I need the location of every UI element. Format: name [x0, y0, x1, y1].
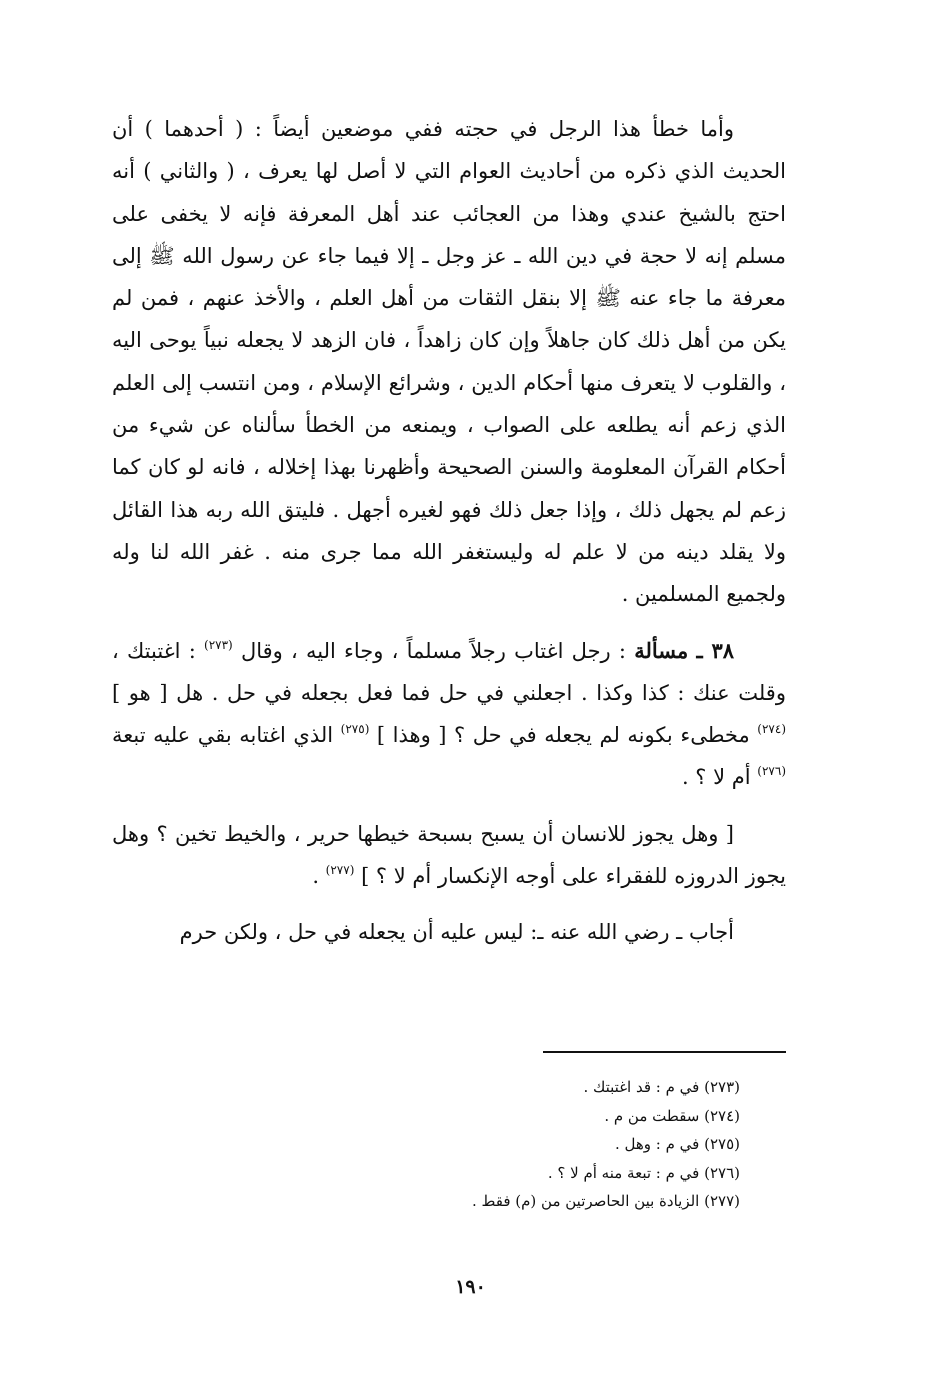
question-number: ٣٨ ـ [696, 637, 735, 663]
paragraph-4-answer [112, 911, 786, 953]
footnote-273: (٢٧٣) في م : قد اغتبتك . [583, 1078, 740, 1096]
paragraph-2-part-3: مخطىء بكونه لم يجعله في حل ؟ [ وهذا ] [369, 723, 758, 748]
main-text [112, 108, 786, 954]
question-term: مسألة [634, 637, 689, 663]
footnote-275: (٢٧٥) في م : وهل . [614, 1135, 740, 1154]
footnote-separator [543, 1051, 786, 1053]
paragraph-1 [112, 108, 786, 616]
paragraph-2-part-2: : اغتبتك ، وقلت عنك : كذا وكذا . اجعلني في حل فما فعل بجعله في حل . هل [ هو ] [112, 638, 786, 705]
paragraph-2-question [112, 630, 786, 799]
paragraph-3-part-2: . [312, 864, 326, 889]
paragraph-1-text: وأما خطأ هذا الرجل في حجته ففي موضعين أيضاً : ( أحدهما ) أن الحديث الذي ذكره من أحاديث العوام التي لا أصل لها يعرف ، ( والثاني ) أنه احتج بالشيخ عندي وهذا من العجائب عند أهل المعرفة فإنه لا يخفى على مسلم إنه لا حجة في دين الله ـ عز وجل ـ إلا فيما جاء عن رسول الله ﷺ إلى معرفة ما جاء عنه ﷺ إلا بنقل الثقات من أهل العلم ، والأخذ عنهم ، فمن لم يكن من أهل ذلك كان جاهلاً وإن كان زاهداً ، فان الزهد لا يجعله نبياً يوحى اليه ، والقلوب لا يتعرف منها أحكام الدين ، وشرائع الإسلام ، ومن انتسب إلى العلم الذي زعم أنه يطلعه على الصواب ، ويمنعه من الخطأ سألناه عن شيء من أحكام القرآن المعلومة والسنن الصحيحة وأظهرنا بهذا إخلاله ، فانه لو كان كما زعم لم يجهل ذلك ، وإذا جعل ذلك فهو لغيره أجهل . فليتق الله ربه هذا القائل ولا يقلد دينه من لا علم له وليستغفر الله مما جرى منه . غفر الله لنا وله ولجميع المسلمين . [112, 117, 786, 607]
paragraph-3-part-1: [ وهل يجوز للانسان أن يسبح بسبحة خيطها حرير ، والخيط تخين ؟ وهل يجوز الدروزه للفقراء على أوجه الإنكسار أم لا ؟ ] [112, 821, 786, 889]
paragraph-3 [112, 813, 786, 898]
footnote-ref-273[interactable]: (٢٧٣) [204, 637, 233, 652]
footnote-ref-275[interactable]: (٢٧٥) [340, 722, 370, 737]
footnote-ref-274[interactable]: (٢٧٤) [757, 722, 786, 737]
footnote-274: (٢٧٤) سقطت من م . [604, 1106, 740, 1125]
paragraph-2-part-5: أم لا ؟ . [681, 765, 758, 790]
footnotes-list [300, 1073, 740, 1216]
page-number: ١٩٠ [455, 1276, 486, 1298]
footnote-ref-276[interactable]: (٢٧٦) [757, 764, 786, 779]
paragraph-4-text: أجاب ـ رضي الله عنه ـ: ليس عليه أن يجعله في حل ، ولكن حرم [179, 920, 734, 945]
paragraph-2-part-1: : رجل اغتاب رجلاً مسلماً ، وجاء اليه ، وقال [232, 638, 635, 663]
footnote-277: (٢٧٧) الزيادة بين الحاصرتين من (م) فقط . [471, 1192, 740, 1211]
footnote-ref-277[interactable]: (٢٧٧) [325, 863, 355, 878]
footnote-276: (٢٧٦) في م : تبعة منه أم لا ؟ . [547, 1163, 740, 1182]
paragraph-2-part-4: الذي اغتابه بقي عليه تبعة [112, 723, 341, 748]
